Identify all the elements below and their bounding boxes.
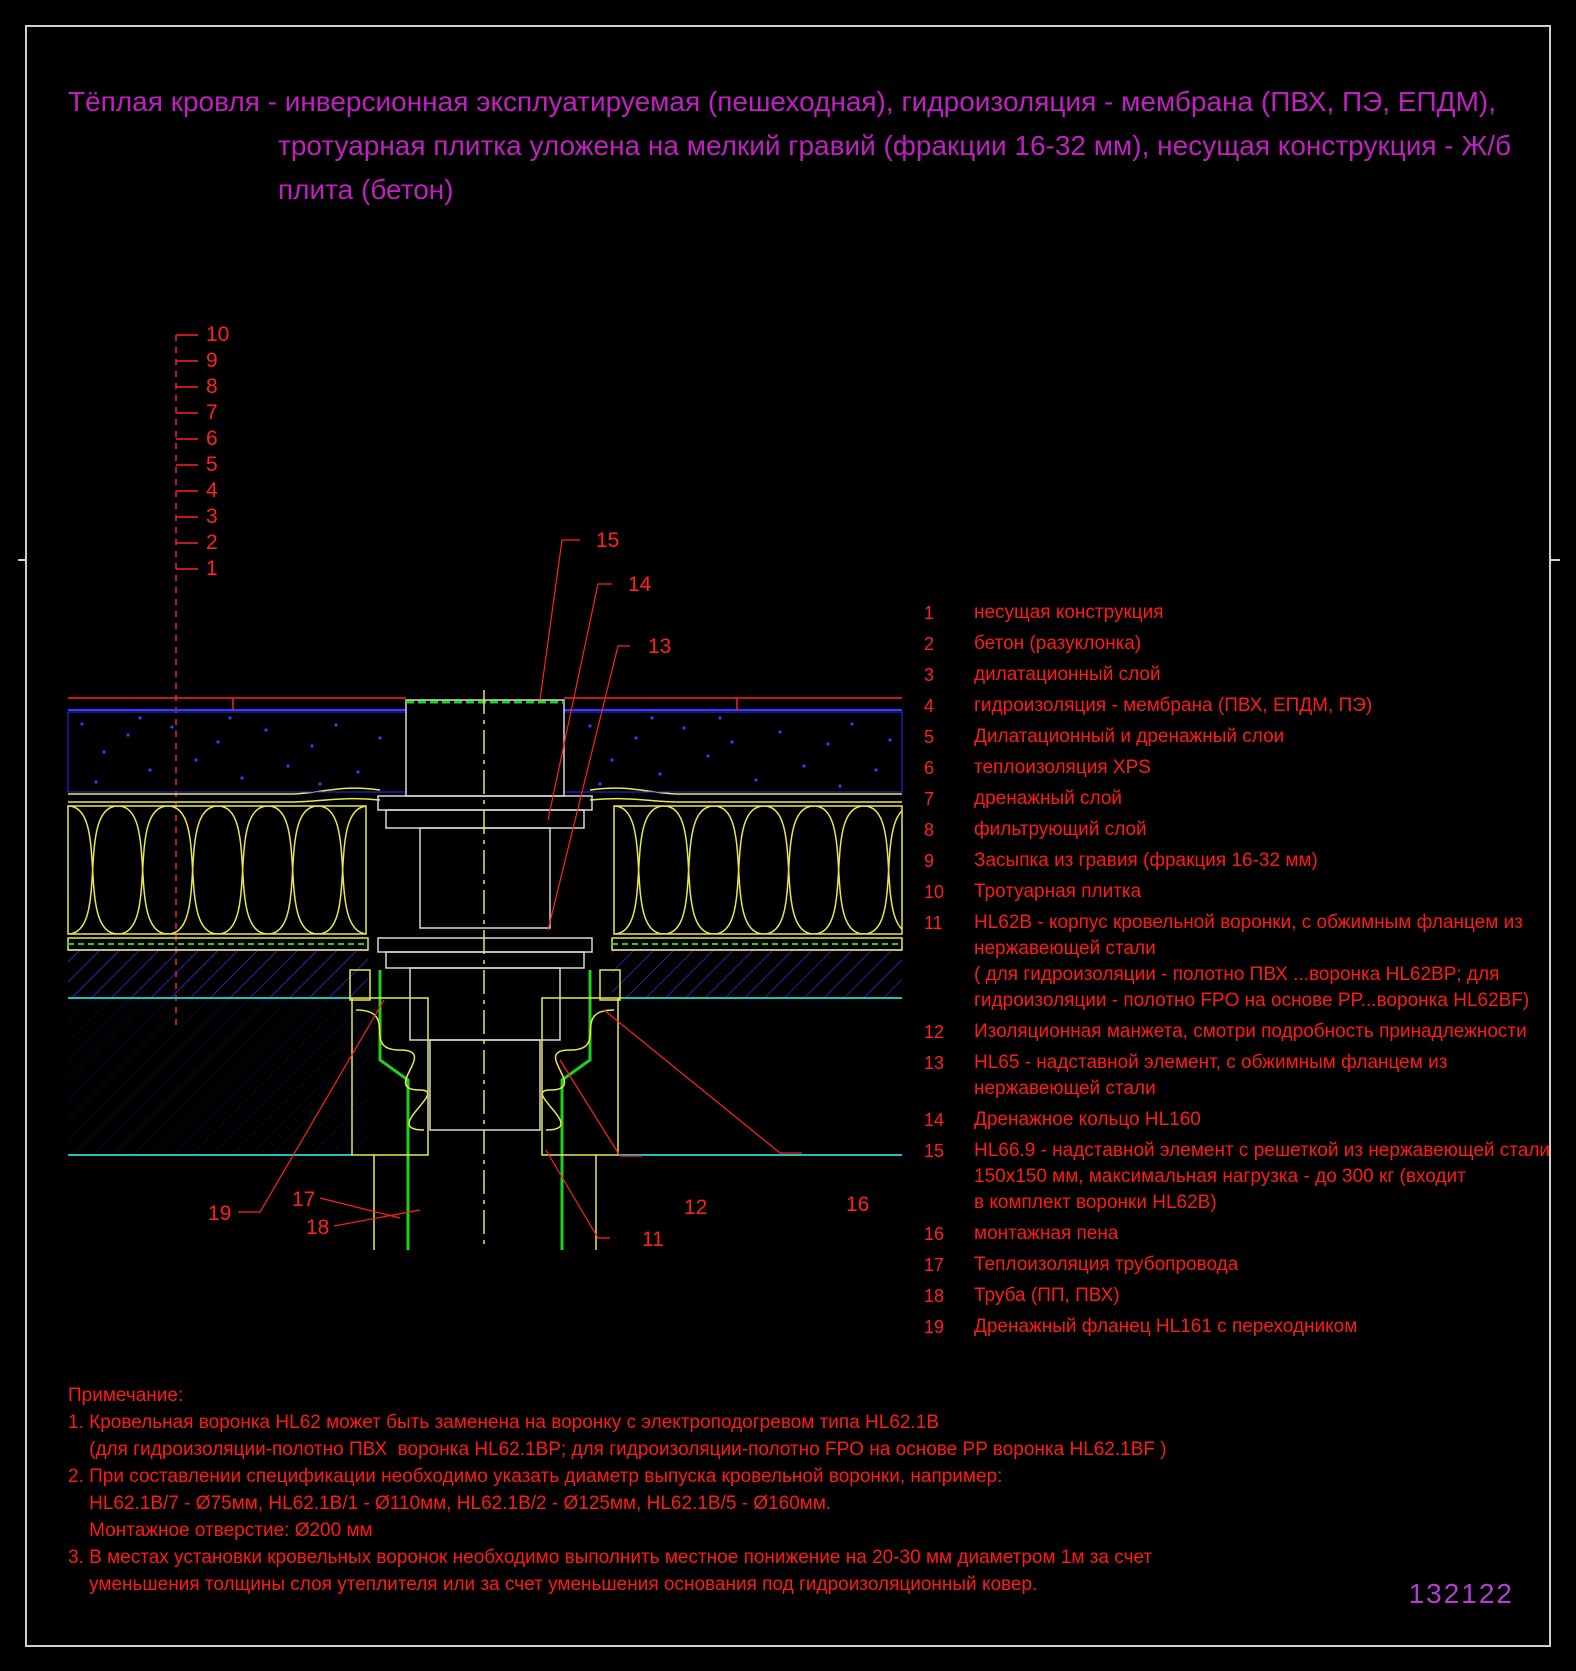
notes-line-7: уменьшения толщины слоя утеплителя или за счет уменьшения основания под гидроизоляционный ковер. (68, 1574, 1038, 1595)
legend-number: 12 (924, 1022, 945, 1042)
layer-stack-ruler (176, 335, 198, 1030)
callout-15: 15 (596, 529, 620, 552)
legend-number: 19 (924, 1317, 945, 1337)
callout-17: 17 (292, 1188, 316, 1211)
legend-item (924, 1107, 1564, 1133)
concrete-slab (68, 950, 902, 1155)
legend-item (924, 786, 1564, 812)
legend-text: Изоляционная манжета, смотри подробность принадлежности (974, 1021, 1527, 1042)
drainage-filter-layers (68, 788, 902, 802)
legend-text: несущая конструкция (974, 602, 1164, 623)
legend-number: 5 (924, 727, 935, 747)
layer-stack-label: 8 (206, 375, 218, 398)
legend-item (924, 1221, 1564, 1247)
legend-number: 14 (924, 1110, 945, 1130)
callout-12: 12 (684, 1196, 708, 1219)
drawing-number: 132122 (1408, 1578, 1514, 1609)
legend-item (924, 910, 1564, 1014)
xps-insulation (68, 806, 914, 934)
callout-18: 18 (306, 1216, 330, 1239)
legend-number: 18 (924, 1286, 945, 1306)
legend-text: фильтрующий слой (974, 819, 1147, 840)
callout-11: 11 (642, 1228, 664, 1251)
layer-stack-label: 5 (206, 453, 218, 476)
legend-text: гидроизоляция - мембрана (ПВХ, ЕПДМ, ПЭ) (974, 695, 1373, 716)
legend-item (924, 817, 1564, 843)
layer-stack-label: 10 (206, 323, 230, 346)
legend-item (924, 755, 1564, 781)
layer-stack-label: 2 (206, 531, 218, 554)
membrane-layer (68, 938, 902, 950)
notes-heading: Примечание: (68, 1385, 184, 1406)
legend-item (924, 1283, 1564, 1309)
legend-text: дилатационный слой (974, 664, 1161, 685)
legend-text: монтажная пена (974, 1223, 1119, 1244)
layer-stack-label: 4 (206, 479, 218, 502)
legend-item (924, 1138, 1564, 1216)
legend-item (924, 1252, 1564, 1278)
legend-item (924, 1050, 1564, 1102)
legend-number: 11 (924, 913, 943, 933)
legend-item (924, 693, 1564, 719)
callout-14: 14 (628, 573, 652, 596)
legend-number: 13 (924, 1053, 945, 1073)
legend-number: 7 (924, 789, 935, 809)
legend-number: 4 (924, 696, 935, 716)
legend-text: теплоизоляция XPS (974, 757, 1151, 778)
legend-text: Тротуарная плитка (974, 881, 1142, 902)
legend-item (924, 1314, 1564, 1340)
title-line-3: плита (бетон) (278, 174, 454, 205)
callout-16: 16 (846, 1193, 870, 1216)
layer-stack-label: 6 (206, 427, 218, 450)
legend (924, 600, 1564, 1345)
gravel-layer (68, 712, 902, 792)
legend-number: 3 (924, 665, 935, 685)
title-line-2: тротуарная плитка уложена на мелкий гравий (фракции 16-32 мм), несущая конструкция - Ж/б (278, 130, 1512, 161)
callout-13: 13 (648, 635, 672, 658)
legend-number: 1 (924, 603, 935, 623)
legend-text: Дренажный фланец HL161 с переходником (974, 1316, 1358, 1337)
legend-item (924, 600, 1564, 626)
legend-number: 2 (924, 634, 935, 654)
legend-text: HL65 - надставной элемент, с обжимным фланцем из нержавеющей стали (974, 1052, 1448, 1099)
legend-item (924, 631, 1564, 657)
legend-text: дренажный слой (974, 788, 1123, 809)
notes-line-1: 1. Кровельная воронка HL62 может быть заменена на воронку с электроподогревом типа HL62.1B (68, 1412, 939, 1433)
legend-text: Засыпка из гравия (фракция 16-32 мм) (974, 850, 1318, 871)
legend-item (924, 662, 1564, 688)
legend-item (924, 1019, 1564, 1045)
legend-item (924, 724, 1564, 750)
legend-item (924, 848, 1564, 874)
roof-drain-assembly (350, 700, 620, 1250)
layer-stack-label: 1 (206, 557, 218, 580)
notes-line-5: Монтажное отверстие: Ø200 мм (68, 1520, 373, 1541)
notes-line-2: (для гидроизоляции-полотно ПВХ воронка HL62.1BP; для гидроизоляции-полотно FPO на основе PP воронка HL62.1BF ) (68, 1439, 1167, 1460)
legend-text: HL62B - корпус кровельной воронки, с обжимным фланцем из нержавеющей стали ( для гидроизоляции - полотно ПВХ ...воронка HL62BP; для гидроизоляции - полотно FPO на основе PP...воронка HL62BF) (974, 912, 1530, 1011)
legend-text: Дилатационный и дренажный слои (974, 726, 1285, 747)
legend-number: 15 (924, 1141, 945, 1161)
notes-line-4: HL62.1B/7 - Ø75мм, HL62.1B/1 - Ø110мм, HL62.1B/2 - Ø125мм, HL62.1B/5 - Ø160мм. (68, 1493, 832, 1514)
legend-number: 17 (924, 1255, 945, 1275)
layer-stack-label: 9 (206, 349, 218, 372)
callout-19: 19 (208, 1202, 232, 1225)
notes-line-6: 3. В местах установки кровельных воронок необходимо выполнить местное понижение на 20-30 мм диаметром 1м за счет (68, 1547, 1153, 1568)
notes (68, 1382, 1188, 1598)
legend-text: HL66.9 - надставной элемент с решеткой из нержавеющей стали 150x150 мм, максимальная нагрузка - до 300 кг (входит в комплект воронки HL62B) (974, 1140, 1551, 1213)
legend-item (924, 879, 1564, 905)
legend-text: Теплоизоляция трубопровода (974, 1254, 1239, 1275)
layer-stack-label: 3 (206, 505, 218, 528)
legend-text: Труба (ПП, ПВХ) (974, 1285, 1120, 1306)
legend-text: Дренажное кольцо HL160 (974, 1109, 1201, 1130)
legend-number: 8 (924, 820, 935, 840)
legend-number: 16 (924, 1224, 945, 1244)
pipe-insulation (352, 998, 618, 1250)
legend-number: 10 (924, 882, 945, 902)
layer-stack-label: 7 (206, 401, 218, 424)
notes-line-3: 2. При составлении спецификации необходимо указать диаметр выпуска кровельной воронки, например: (68, 1466, 1003, 1487)
layer-stack-labels (206, 322, 266, 582)
legend-number: 6 (924, 758, 935, 778)
legend-text: бетон (разуклонка) (974, 633, 1142, 654)
legend-number: 9 (924, 851, 935, 871)
title-line-1: Тёплая кровля - инверсионная эксплуатируемая (пешеходная), гидроизоляция - мембрана (ПВХ, ПЭ, ЕПДМ), (68, 86, 1496, 117)
